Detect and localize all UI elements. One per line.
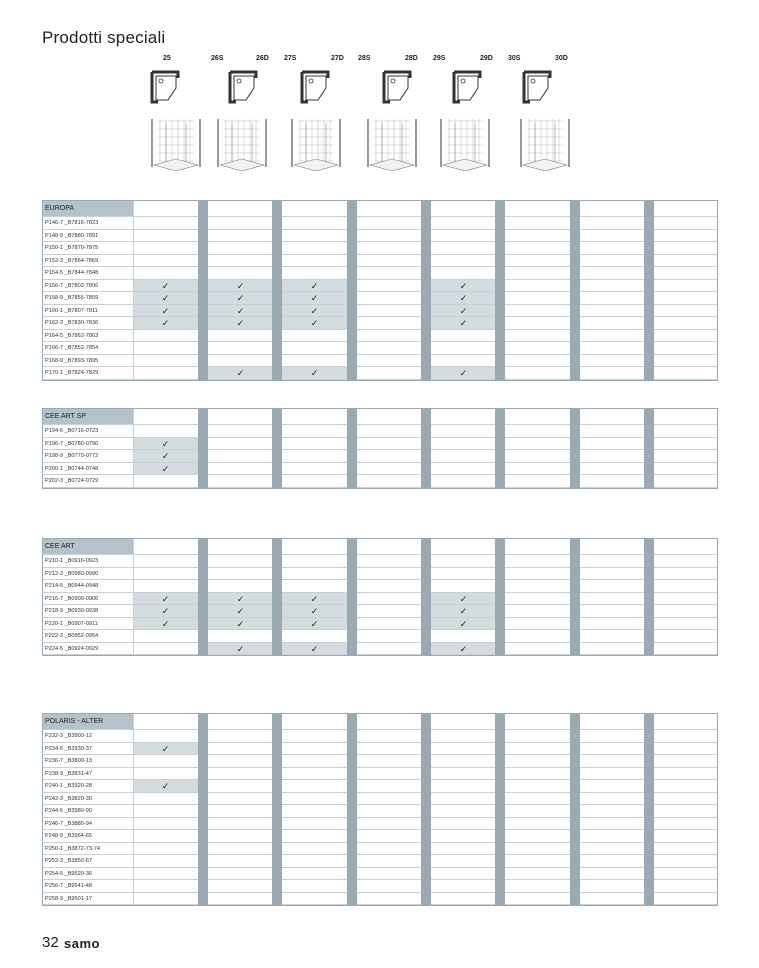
product-code: P250-1 _B3872-73-74 [45, 845, 101, 852]
table-row [43, 217, 717, 230]
column-separator [495, 409, 505, 488]
label-divider [133, 714, 134, 905]
checkmark-icon: ✓ [161, 743, 170, 754]
check-cell [431, 593, 496, 605]
table-row [43, 475, 717, 488]
product-code: P150-1 _B7870-7875 [45, 245, 99, 251]
check-cell [133, 317, 198, 329]
product-code: P214-5 _B0944-0948 [45, 583, 99, 589]
brand-logo: samo [64, 936, 100, 951]
check-cell [431, 605, 496, 617]
product-code: P232-3 _B3900-12 [45, 733, 92, 739]
column-separator [644, 409, 654, 488]
table-row [43, 242, 717, 255]
check-cell [282, 317, 347, 329]
checkmark-icon: ✓ [459, 606, 468, 616]
table-row [43, 305, 717, 318]
product-code: P254-5 _B9520-36 [45, 870, 92, 877]
product-code: P160-1 _B7807-7811 [45, 307, 98, 314]
check-cell [133, 450, 198, 462]
product-code: P252-3 _B3850-67 [45, 858, 92, 864]
checkmark-icon: ✓ [161, 305, 170, 316]
check-cell [133, 605, 198, 617]
check-cell [133, 438, 198, 450]
column-header-28s: 28S [358, 55, 371, 62]
checkmark-icon: ✓ [161, 463, 170, 474]
column-header-29s: 29S [433, 55, 446, 62]
table-row [43, 893, 717, 906]
shower-cabin-icon [437, 115, 493, 171]
product-code: P258-9 _B9501-17 [45, 895, 92, 902]
table-row [43, 342, 717, 355]
check-cell [133, 743, 198, 755]
table-row [43, 643, 717, 656]
table-row [43, 755, 717, 768]
table-row [43, 593, 717, 606]
column-separator [495, 714, 505, 905]
product-code: P216-7 _B0900-0906 [45, 595, 99, 602]
check-cell [208, 367, 273, 379]
column-separator [272, 539, 282, 655]
column-header-26d: 26D [256, 55, 269, 62]
checkmark-icon: ✓ [236, 606, 245, 616]
checkmark-icon: ✓ [236, 293, 245, 303]
check-cell [133, 305, 198, 317]
checkmark-icon: ✓ [310, 293, 319, 303]
column-separator [421, 201, 431, 380]
product-code: P162-3 _B7830-7836 [45, 320, 99, 326]
column-separator [198, 201, 208, 380]
column-separator [570, 539, 580, 655]
column-separator [198, 714, 208, 905]
check-cell [208, 593, 273, 605]
check-cell [282, 643, 347, 655]
column-header-28d: 28D [405, 55, 418, 62]
check-cell [282, 305, 347, 317]
checkmark-icon: ✓ [161, 318, 170, 328]
checkmark-icon: ✓ [459, 593, 468, 604]
table-row [43, 367, 717, 380]
checkmark-icon: ✓ [459, 293, 468, 303]
column-separator [644, 539, 654, 655]
check-cell [208, 618, 273, 630]
check-cell [133, 593, 198, 605]
shower-cabin-icon [364, 115, 420, 171]
column-separator [272, 409, 282, 488]
product-code: P156-7 _B7802-7806 [45, 282, 99, 289]
table-row [43, 830, 717, 843]
group-label: POLARIS - ALTER [43, 714, 133, 729]
table-row [43, 805, 717, 818]
shower-plan-icon [522, 70, 552, 104]
table-row [43, 450, 717, 463]
check-cell [431, 643, 496, 655]
product-code: P198-9 _B0770-0772 [45, 453, 99, 459]
checkmark-icon: ✓ [161, 451, 170, 461]
checkmark-icon: ✓ [236, 643, 245, 654]
checkmark-icon: ✓ [310, 643, 319, 654]
table-row [43, 818, 717, 831]
product-code: P244-5 _B3980-90 [45, 808, 92, 814]
column-separator [198, 409, 208, 488]
table-row [43, 438, 717, 451]
product-code: P212-3 _B0980-0990 [45, 570, 99, 577]
product-code: P240-1 _B3920-28 [45, 783, 92, 789]
product-code: P238-9 _B3831-47 [45, 770, 92, 777]
check-cell [133, 618, 198, 630]
check-cell [431, 618, 496, 630]
column-separator [570, 201, 580, 380]
product-code: P200-1 _B0744-0748 [45, 465, 99, 472]
table-row [43, 843, 717, 856]
product-code: P168-9 _B7893-7895 [45, 357, 99, 364]
shower-cabin-icon [517, 115, 573, 171]
check-cell [208, 305, 273, 317]
checkmark-icon: ✓ [310, 606, 319, 616]
check-cell [431, 317, 496, 329]
table-row [43, 267, 717, 280]
table-row [43, 463, 717, 476]
product-code: P220-1 _B0907-0911 [45, 620, 98, 627]
check-cell [282, 367, 347, 379]
product-code: P146-7 _B7816-7823 [45, 220, 99, 226]
product-code: P210-1 _B0916-0923 [45, 558, 99, 564]
column-separator [272, 201, 282, 380]
table-row [43, 292, 717, 305]
label-divider [133, 539, 134, 655]
checkmark-icon: ✓ [236, 593, 245, 604]
column-separator [421, 714, 431, 905]
product-code: P224-5 _B0924-0929 [45, 645, 99, 652]
column-separator [644, 201, 654, 380]
table-row [43, 730, 717, 743]
check-cell [133, 463, 198, 475]
checkmark-icon: ✓ [161, 293, 170, 303]
column-separator [421, 409, 431, 488]
checkmark-icon: ✓ [161, 781, 170, 791]
product-code: P148-9 _B7880-7891 [45, 232, 99, 239]
column-separator [570, 409, 580, 488]
table-row [43, 880, 717, 893]
table-header-row [43, 714, 717, 730]
check-cell [208, 317, 273, 329]
column-header-27s: 27S [284, 55, 297, 62]
table-row [43, 330, 717, 343]
label-divider [133, 201, 134, 380]
check-cell [282, 618, 347, 630]
check-cell [282, 593, 347, 605]
check-cell [133, 780, 198, 792]
column-header-30s: 30S [508, 55, 521, 62]
column-separator [644, 714, 654, 905]
checkmark-icon: ✓ [161, 593, 170, 604]
table-europa [42, 200, 718, 381]
product-code: P234-5 _B3930-37 [45, 745, 92, 752]
column-header-27d: 27D [331, 55, 344, 62]
product-code: P170-1 _B7824-7829 [45, 370, 99, 376]
checkmark-icon: ✓ [310, 618, 319, 629]
column-header-26s: 26S [211, 55, 224, 62]
product-code: P248-9 _B3964-65 [45, 833, 92, 839]
check-cell [431, 305, 496, 317]
table-row [43, 230, 717, 243]
table-row [43, 425, 717, 438]
table-row [43, 355, 717, 368]
check-cell [431, 292, 496, 304]
product-code: P218-9 _B0930-0938 [45, 608, 99, 614]
table-row [43, 605, 717, 618]
check-cell [282, 605, 347, 617]
table-row [43, 555, 717, 568]
checkmark-icon: ✓ [161, 606, 170, 616]
checkmark-icon: ✓ [236, 305, 245, 316]
checkmark-icon: ✓ [459, 618, 468, 629]
column-separator [347, 714, 357, 905]
shower-plan-icon [300, 70, 330, 104]
column-separator [347, 409, 357, 488]
checkmark-icon: ✓ [310, 593, 319, 604]
check-cell [282, 280, 347, 292]
table-row [43, 630, 717, 643]
table-header-row [43, 539, 717, 555]
check-cell [208, 643, 273, 655]
product-code: P154-5 _B7844-7848 [45, 270, 99, 276]
table-cee-art-sp [42, 408, 718, 489]
checkmark-icon: ✓ [310, 280, 319, 291]
product-code: P246-7 _B3880-94 [45, 820, 92, 827]
column-separator [421, 539, 431, 655]
table-row [43, 868, 717, 881]
checkmark-icon: ✓ [459, 318, 468, 328]
column-separator [570, 714, 580, 905]
product-code: P158-9 _B7855-7859 [45, 295, 99, 301]
table-row [43, 255, 717, 268]
table-row [43, 780, 717, 793]
shower-plan-icon [150, 70, 180, 104]
label-divider [133, 409, 134, 488]
checkmark-icon: ✓ [310, 318, 319, 328]
checkmark-icon: ✓ [236, 280, 245, 291]
column-separator [272, 714, 282, 905]
table-row [43, 793, 717, 806]
checkmark-icon: ✓ [459, 643, 468, 654]
checkmark-icon: ✓ [161, 438, 170, 449]
table-row [43, 618, 717, 631]
product-code: P194-5 _B0716-0723 [45, 428, 99, 434]
page-number: 32 [42, 934, 59, 951]
product-code: P242-3 _B3820-30 [45, 795, 92, 802]
table-header-row [43, 201, 717, 217]
check-cell [431, 367, 496, 379]
shower-cabin-icon [214, 115, 270, 171]
product-code: P196-7 _B0780-0790 [45, 440, 99, 447]
checkmark-icon: ✓ [459, 305, 468, 316]
table-polaris-alter [42, 713, 718, 906]
product-code: P256-7 _B9541-48 [45, 883, 92, 889]
table-header-row [43, 409, 717, 425]
checkmark-icon: ✓ [459, 368, 468, 378]
table-row [43, 568, 717, 581]
column-separator [198, 539, 208, 655]
checkmark-icon: ✓ [161, 618, 170, 629]
table-cee-art [42, 538, 718, 656]
product-code: P236-7 _B3800-13 [45, 758, 92, 764]
check-cell [282, 292, 347, 304]
product-code: P202-3 _B0724-0729 [45, 478, 99, 484]
table-row [43, 855, 717, 868]
group-label: CEE ART [43, 539, 133, 554]
table-row [43, 580, 717, 593]
column-header-29d: 29D [480, 55, 493, 62]
check-cell [208, 605, 273, 617]
shower-cabin-icon [148, 115, 204, 171]
column-header-30d: 30D [555, 55, 568, 62]
table-row [43, 743, 717, 756]
check-cell [133, 280, 198, 292]
column-separator [495, 201, 505, 380]
check-cell [431, 280, 496, 292]
column-separator [347, 539, 357, 655]
group-label: EUROPA [43, 201, 133, 216]
check-cell [208, 292, 273, 304]
column-separator [347, 201, 357, 380]
table-row [43, 317, 717, 330]
table-row [43, 768, 717, 781]
column-separator [495, 539, 505, 655]
checkmark-icon: ✓ [310, 368, 319, 378]
product-code: P222-3 _B0952-0954 [45, 633, 99, 639]
product-code: P164-5 _B7862-7863 [45, 332, 99, 339]
shower-cabin-icon [288, 115, 344, 171]
checkmark-icon: ✓ [459, 280, 468, 291]
product-code: P166-7 _B7852-7854 [45, 345, 99, 351]
page-title: Prodotti speciali [42, 28, 166, 47]
check-cell [133, 292, 198, 304]
check-cell [208, 280, 273, 292]
column-header-25: 25 [163, 55, 171, 62]
group-label: CEE ART SP [43, 409, 133, 424]
checkmark-icon: ✓ [161, 280, 170, 291]
shower-plan-icon [452, 70, 482, 104]
shower-plan-icon [228, 70, 258, 104]
table-row [43, 280, 717, 293]
checkmark-icon: ✓ [236, 318, 245, 328]
checkmark-icon: ✓ [236, 618, 245, 629]
product-code: P152-3 _B7864-7869 [45, 257, 99, 264]
checkmark-icon: ✓ [310, 305, 319, 316]
checkmark-icon: ✓ [236, 368, 245, 378]
shower-plan-icon [382, 70, 412, 104]
